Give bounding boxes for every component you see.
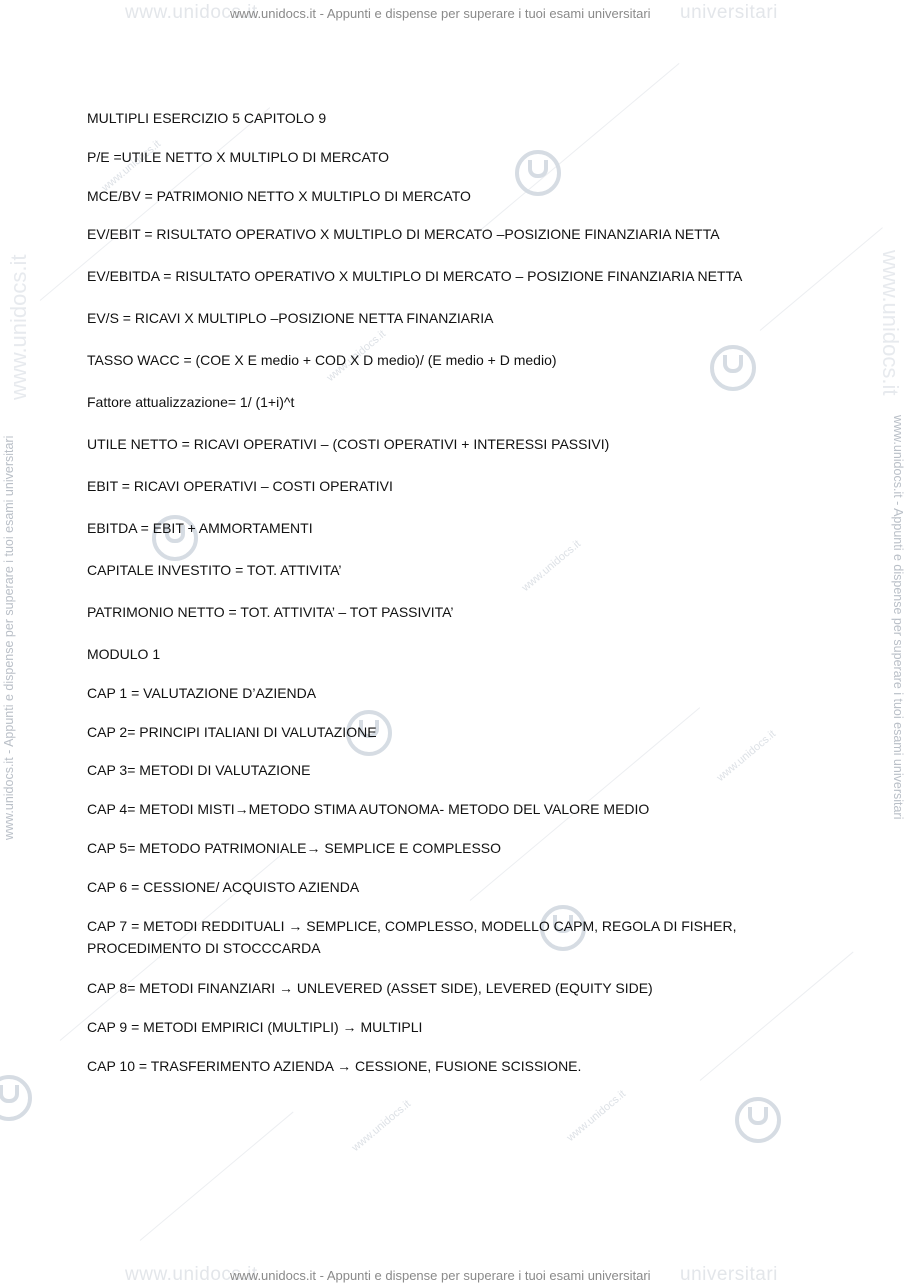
chapter-item-6: CAP 6 = CESSIONE/ ACQUISTO AZIENDA: [87, 879, 360, 895]
chapter-item-5: CAP 5= METODO PATRIMONIALE→ SEMPLICE E COMPLESSO: [87, 840, 502, 856]
watermark-diagonal-text: www.unidocs.it: [324, 328, 389, 384]
doc-title: MULTIPLI ESERCIZIO 5 CAPITOLO 9: [87, 110, 327, 126]
chapter-item-7: CAP 7 = METODI REDDITUALI → SEMPLICE, COMPLESSO, MODELLO CAPM, REGOLA DI FISHER, PROCEDIMENTO DI STOCCCARDA: [87, 918, 737, 956]
right-faint-site: www.unidocs.it: [878, 250, 903, 396]
section-heading-modulo-1: MODULO 1: [87, 646, 161, 662]
formula-patrimonio-netto: PATRIMONIO NETTO = TOT. ATTIVITA’ – TOT PASSIVITA’: [87, 604, 454, 620]
header-faint-site: www.unidocs.it: [125, 2, 258, 23]
formula-discount-factor: Fattore attualizzazione= 1/ (1+i)^t: [87, 394, 295, 410]
chapter-item-9: CAP 9 = METODI EMPIRICI (MULTIPLI) → MULTIPLI: [87, 1019, 423, 1035]
watermark-diagonal-text: www.unidocs.it: [714, 728, 779, 784]
footer-watermark-text: www.unidocs.it - Appunti e dispense per superare i tuoi esami universitari: [230, 1268, 651, 1283]
watermark-diagonal-text: www.unidocs.it: [564, 1088, 629, 1144]
header-faint-tail: universitari: [680, 2, 778, 23]
footer-faint-tail: universitari: [680, 1264, 778, 1285]
watermark-diagonal-line: [140, 1112, 294, 1241]
footer-watermark: [0, 1264, 909, 1286]
watermark-diagonal-text: www.unidocs.it: [519, 538, 584, 594]
watermark-diagonal-text: www.unidocs.it: [349, 1098, 414, 1154]
formula-wacc: TASSO WACC = (COE X E medio + COD X D medio)/ (E medio + D medio): [87, 352, 557, 368]
formula-capitale-investito: CAPITALE INVESTITO = TOT. ATTIVITA’: [87, 562, 342, 578]
formula-ebit: EBIT = RICAVI OPERATIVI – COSTI OPERATIVI: [87, 478, 393, 494]
formula-ev-s: EV/S = RICAVI X MULTIPLO –POSIZIONE NETTA FINANZIARIA: [87, 310, 494, 326]
chapter-item-10: CAP 10 = TRASFERIMENTO AZIENDA → CESSIONE, FUSIONE SCISSIONE.: [87, 1058, 582, 1074]
formula-pe: P/E =UTILE NETTO X MULTIPLO DI MERCATO: [87, 149, 389, 165]
watermark-diagonal-line: [760, 227, 883, 331]
formula-ev-ebitda: EV/EBITDA = RISULTATO OPERATIVO X MULTIPLO DI MERCATO – POSIZIONE FINANZIARIA NETTA: [87, 268, 743, 284]
header-watermark-text: www.unidocs.it - Appunti e dispense per superare i tuoi esami universitari: [230, 6, 651, 21]
unidocs-logo-icon: [735, 1097, 781, 1143]
formula-utile-netto: UTILE NETTO = RICAVI OPERATIVI – (COSTI OPERATIVI + INTERESSI PASSIVI): [87, 436, 610, 452]
chapter-item-2: CAP 2= PRINCIPI ITALIANI DI VALUTAZIONE: [87, 724, 377, 740]
chapter-item-4: CAP 4= METODI MISTI→METODO STIMA AUTONOMA- METODO DEL VALORE MEDIO: [87, 801, 650, 817]
formula-ebitda: EBITDA = EBIT + AMMORTAMENTI: [87, 520, 313, 536]
chapter-item-1: CAP 1 = VALUTAZIONE D’AZIENDA: [87, 685, 317, 701]
chapter-item-8: CAP 8= METODI FINANZIARI → UNLEVERED (ASSET SIDE), LEVERED (EQUITY SIDE): [87, 980, 653, 996]
formula-mce-bv: MCE/BV = PATRIMONIO NETTO X MULTIPLO DI MERCATO: [87, 188, 471, 204]
left-faint-site: www.unidocs.it: [6, 254, 31, 400]
right-side-watermark: www.unidocs.it - Appunti e dispense per superare i tuoi esami universitari: [891, 415, 905, 820]
left-side-watermark: www.unidocs.it - Appunti e dispense per superare i tuoi esami universitari: [2, 435, 16, 840]
watermark-diagonal-text: www.unidocs.it: [99, 138, 164, 194]
chapter-item-3: CAP 3= METODI DI VALUTAZIONE: [87, 762, 311, 778]
unidocs-logo-icon: [0, 1075, 32, 1121]
footer-faint-site: www.unidocs.it: [125, 1264, 258, 1285]
formula-ev-ebit: EV/EBIT = RISULTATO OPERATIVO X MULTIPLO DI MERCATO –POSIZIONE FINANZIARIA NETTA: [87, 226, 720, 242]
header-watermark: [0, 2, 909, 24]
